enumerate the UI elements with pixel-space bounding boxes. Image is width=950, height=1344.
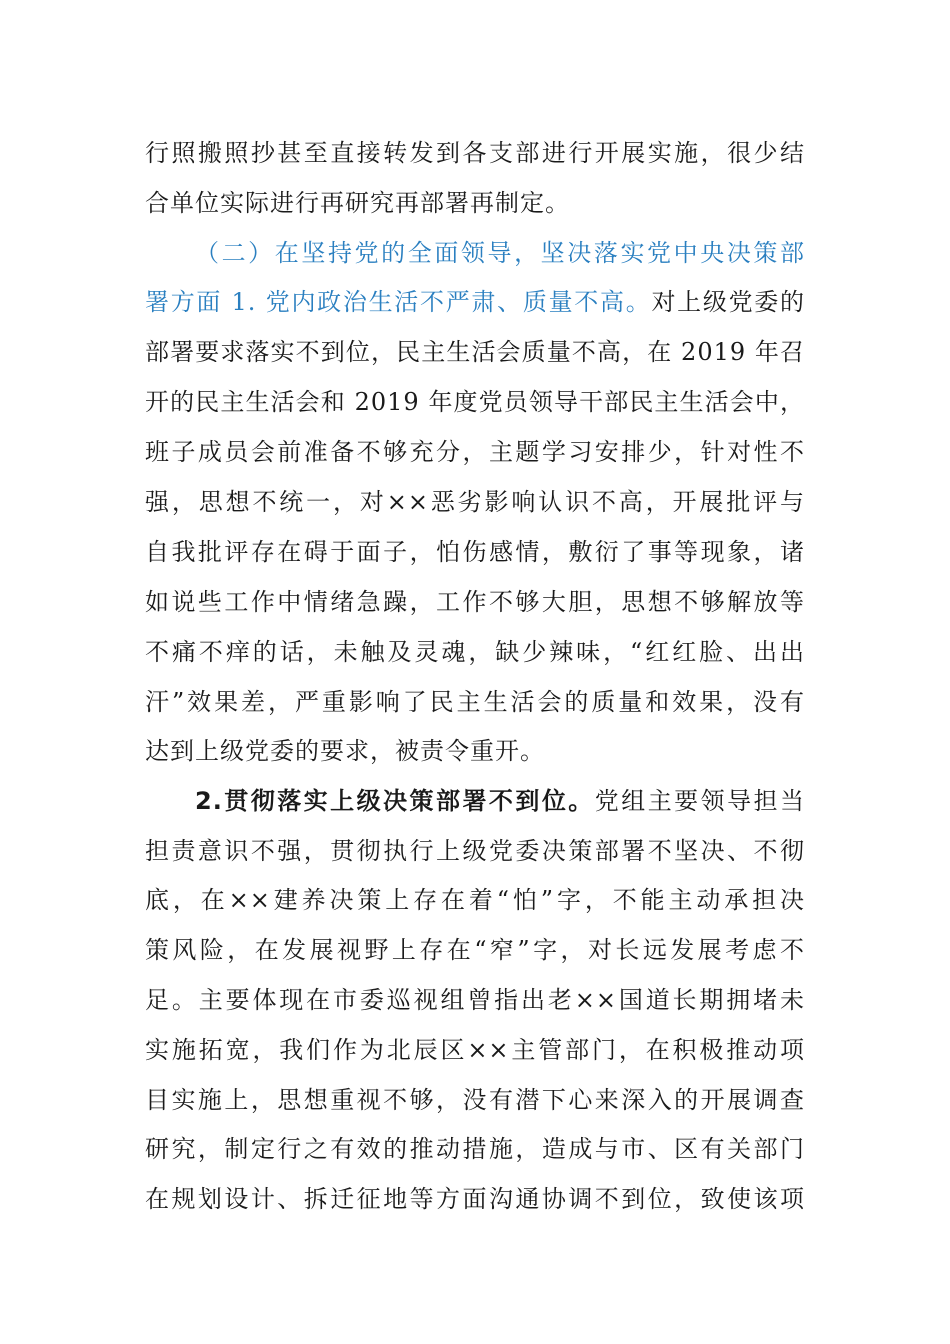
paragraph-line: 合单位实际进行再研究再部署再制定。 (145, 189, 570, 217)
body-text: 党组主要领导担当 (594, 787, 806, 815)
paragraph-line: 开的民主生活会和 2019 年度党员领导干部民主生活会中， (145, 388, 805, 416)
section-heading: （二）在坚持党的全面领导，坚决落实党中央决策部 (195, 239, 805, 267)
paragraph-line: 班子成员会前准备不够充分，主题学习安排少，针对性不 (145, 438, 805, 466)
paragraph-line: 汗”效果差，严重影响了民主生活会的质量和效果，没有 (145, 688, 805, 716)
paragraph-line: 达到上级党委的要求，被责令重开。 (145, 737, 545, 765)
paragraph-line: 足。主要体现在市委巡视组曾指出老××国道长期拥堵未 (145, 986, 805, 1014)
paragraph-line: 策风险，在发展视野上存在“窄”字，对长远发展考虑不 (145, 936, 805, 964)
paragraph-line (195, 781, 805, 821)
paragraph-line: 不痛不痒的话，未触及灵魂，缺少辣味，“红红脸、出出 (145, 638, 805, 666)
paragraph-line: 担责意识不强，贯彻执行上级党委决策部署不坚决、不彻 (145, 837, 805, 865)
paragraph-line (145, 282, 805, 322)
paragraph-line: 部署要求落实不到位，民主生活会质量不高，在 2019 年召 (145, 338, 805, 366)
body-text: 对上级党委的 (651, 288, 806, 316)
paragraph-line: 行照搬照抄甚至直接转发到各支部进行开展实施，很少结 (145, 139, 805, 167)
paragraph-line: 自我批评存在碍于面子，怕伤感情，敷衍了事等现象，诸 (145, 538, 805, 566)
paragraph-line: 在规划设计、拆迁征地等方面沟通协调不到位，致使该项 (145, 1185, 805, 1213)
paragraph-line: 如说些工作中情绪急躁，工作不够大胆，思想不够解放等 (145, 588, 805, 616)
paragraph-line: 底，在××建养决策上存在着“怕”字，不能主动承担决 (145, 886, 805, 914)
paragraph-line: 强，思想不统一，对××恶劣影响认识不高，开展批评与 (145, 488, 805, 516)
subheading-text: 署方面 1. 党内政治生活不严肃、质量不高。 (145, 288, 652, 316)
paragraph-line: 研究，制定行之有效的推动措施，造成与市、区有关部门 (145, 1135, 805, 1163)
paragraph-line: 目实施上，思想重视不够，没有潜下心来深入的开展调查 (145, 1086, 805, 1114)
paragraph-line: 实施拓宽，我们作为北辰区××主管部门，在积极推动项 (145, 1036, 805, 1064)
subheading-text: 2.贯彻落实上级决策部署不到位。 (195, 787, 595, 815)
